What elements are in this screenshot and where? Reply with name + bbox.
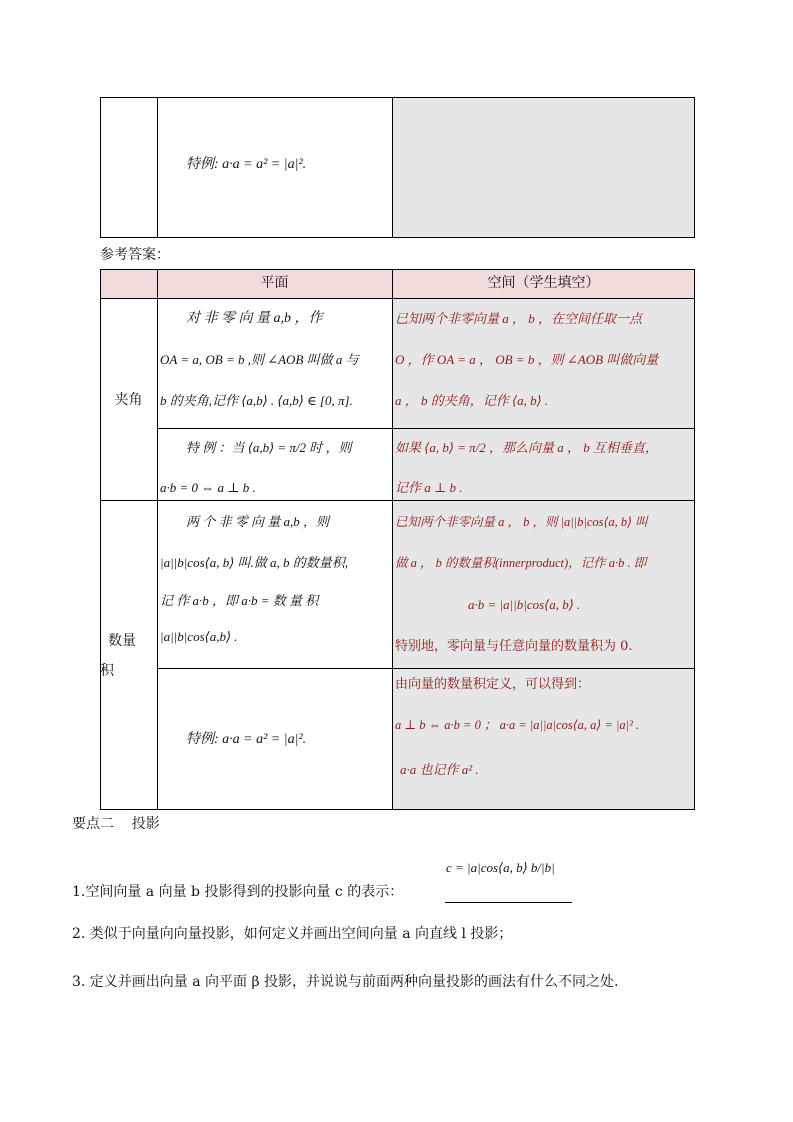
dot-space-line-3: a·b = |a||b|cos⟨a, b⟩ . bbox=[468, 597, 581, 612]
angle-plane-line-2: OA = a, OB = b ,则 ∠AOB 叫做 a 与 bbox=[160, 352, 359, 367]
dot-plane-special: 特例: a·a = a² = |a|². bbox=[186, 732, 307, 747]
header-space: 空间（学生填空） bbox=[487, 275, 600, 291]
answer-table-border bbox=[694, 269, 695, 810]
section2-item1-formula: c = |a|cos⟨a, b⟩ b/|b| bbox=[446, 860, 555, 875]
top-table-border bbox=[100, 237, 695, 238]
row-label-dot-1: 数量 bbox=[108, 633, 136, 649]
dot-plane-line-3: 记 作 a·b ，即 a·b = 数 量 积 bbox=[160, 593, 319, 608]
dot-space-special-2: a ⊥ b ⇔ a·b = 0 ； a·a = |a||a|cos⟨a, a⟩ = |a|² . bbox=[395, 718, 640, 732]
angle-space-line-3: a ， b 的夹角，记作 ⟨a, b⟩ . bbox=[395, 393, 549, 408]
answer-table-border bbox=[100, 809, 695, 810]
top-table-border bbox=[100, 97, 101, 238]
section2-item3: 3. 定义并画出向量 a 向平面 β 投影，并说说与前面两种向量投影的画法有什么不同之处. bbox=[72, 974, 619, 990]
section2-item1: 1.空间向量 a 向量 b 投影得到的投影向量 c 的表示： bbox=[72, 884, 404, 900]
answer-table-border bbox=[100, 298, 695, 299]
angle-space-line-2: O ，作 OA = a ， OB = b ，则 ∠AOB 叫做向量 bbox=[395, 352, 659, 367]
dot-space-line-4: 特别地，零向量与任意向量的数量积为 0. bbox=[395, 639, 633, 654]
angle-plane-line-3: b 的夹角,记作 ⟨a,b⟩ . ⟨a,b⟩ ∈ [0, π]. bbox=[160, 393, 353, 408]
formula-underline bbox=[445, 902, 572, 903]
dot-space-special-3: a·a 也记作 a² . bbox=[400, 762, 479, 777]
answer-table-border bbox=[392, 269, 393, 810]
angle-plane-special-2: a·b = 0 ⇔ a ⊥ b . bbox=[160, 480, 256, 495]
top-table-border bbox=[392, 97, 393, 238]
dot-plane-line-4: |a||b|cos⟨a,b⟩ . bbox=[160, 629, 238, 644]
row-label-angle: 夹角 bbox=[114, 392, 143, 408]
dot-space-special-1: 由向量的数量积定义，可以得到： bbox=[395, 677, 591, 692]
dot-plane-line-2: |a||b|cos⟨a, b⟩ 叫.做 a, b 的数量积, bbox=[160, 555, 349, 570]
answer-table-border bbox=[157, 269, 158, 810]
dot-space-line-1: 已知两个非零向量 a ， b ，则 |a||b|cos⟨a, b⟩ 叫 bbox=[395, 515, 648, 529]
answer-table-border bbox=[100, 269, 101, 810]
angle-space-line-1: 已知两个非零向量 a ， b ，在空间任取一点 bbox=[395, 311, 643, 326]
top-table-border bbox=[100, 97, 695, 98]
angle-space-special-1: 如果 ⟨a, b⟩ = π/2 ，那么向量 a ， b 互相垂直， bbox=[395, 440, 659, 455]
angle-plane-line-1: 对 非 零 向 量 a,b ，作 bbox=[186, 311, 323, 326]
section2-title: 要点二 投影 bbox=[72, 816, 160, 832]
answer-label: 参考答案： bbox=[100, 247, 170, 263]
top-table-border bbox=[694, 97, 695, 238]
section2-item2: 2. 类似于向量向向量投影，如何定义并画出空间向量 a 向直线 l 投影； bbox=[72, 926, 513, 942]
answer-table-border bbox=[157, 668, 695, 669]
answer-table-border bbox=[157, 428, 695, 429]
top-table-border bbox=[157, 97, 158, 238]
top-table-gray-cell bbox=[393, 97, 694, 238]
header-plane: 平面 bbox=[260, 275, 289, 291]
angle-plane-special-1: 特 例 ：当 ⟨a,b⟩ = π/2 时 ，则 bbox=[186, 440, 352, 455]
dot-space-line-2: 做 a ， b 的数量积(innerproduct)，记作 a·b . 即 bbox=[395, 556, 647, 570]
dot-plane-line-1: 两 个 非 零 向 量 a,b ，则 bbox=[186, 514, 330, 529]
angle-space-special-2: 记作 a ⊥ b . bbox=[395, 480, 463, 495]
row-label-dot-2: 积 bbox=[100, 663, 114, 679]
top-special-text: 特例: a·a = a² = |a|². bbox=[186, 157, 307, 172]
